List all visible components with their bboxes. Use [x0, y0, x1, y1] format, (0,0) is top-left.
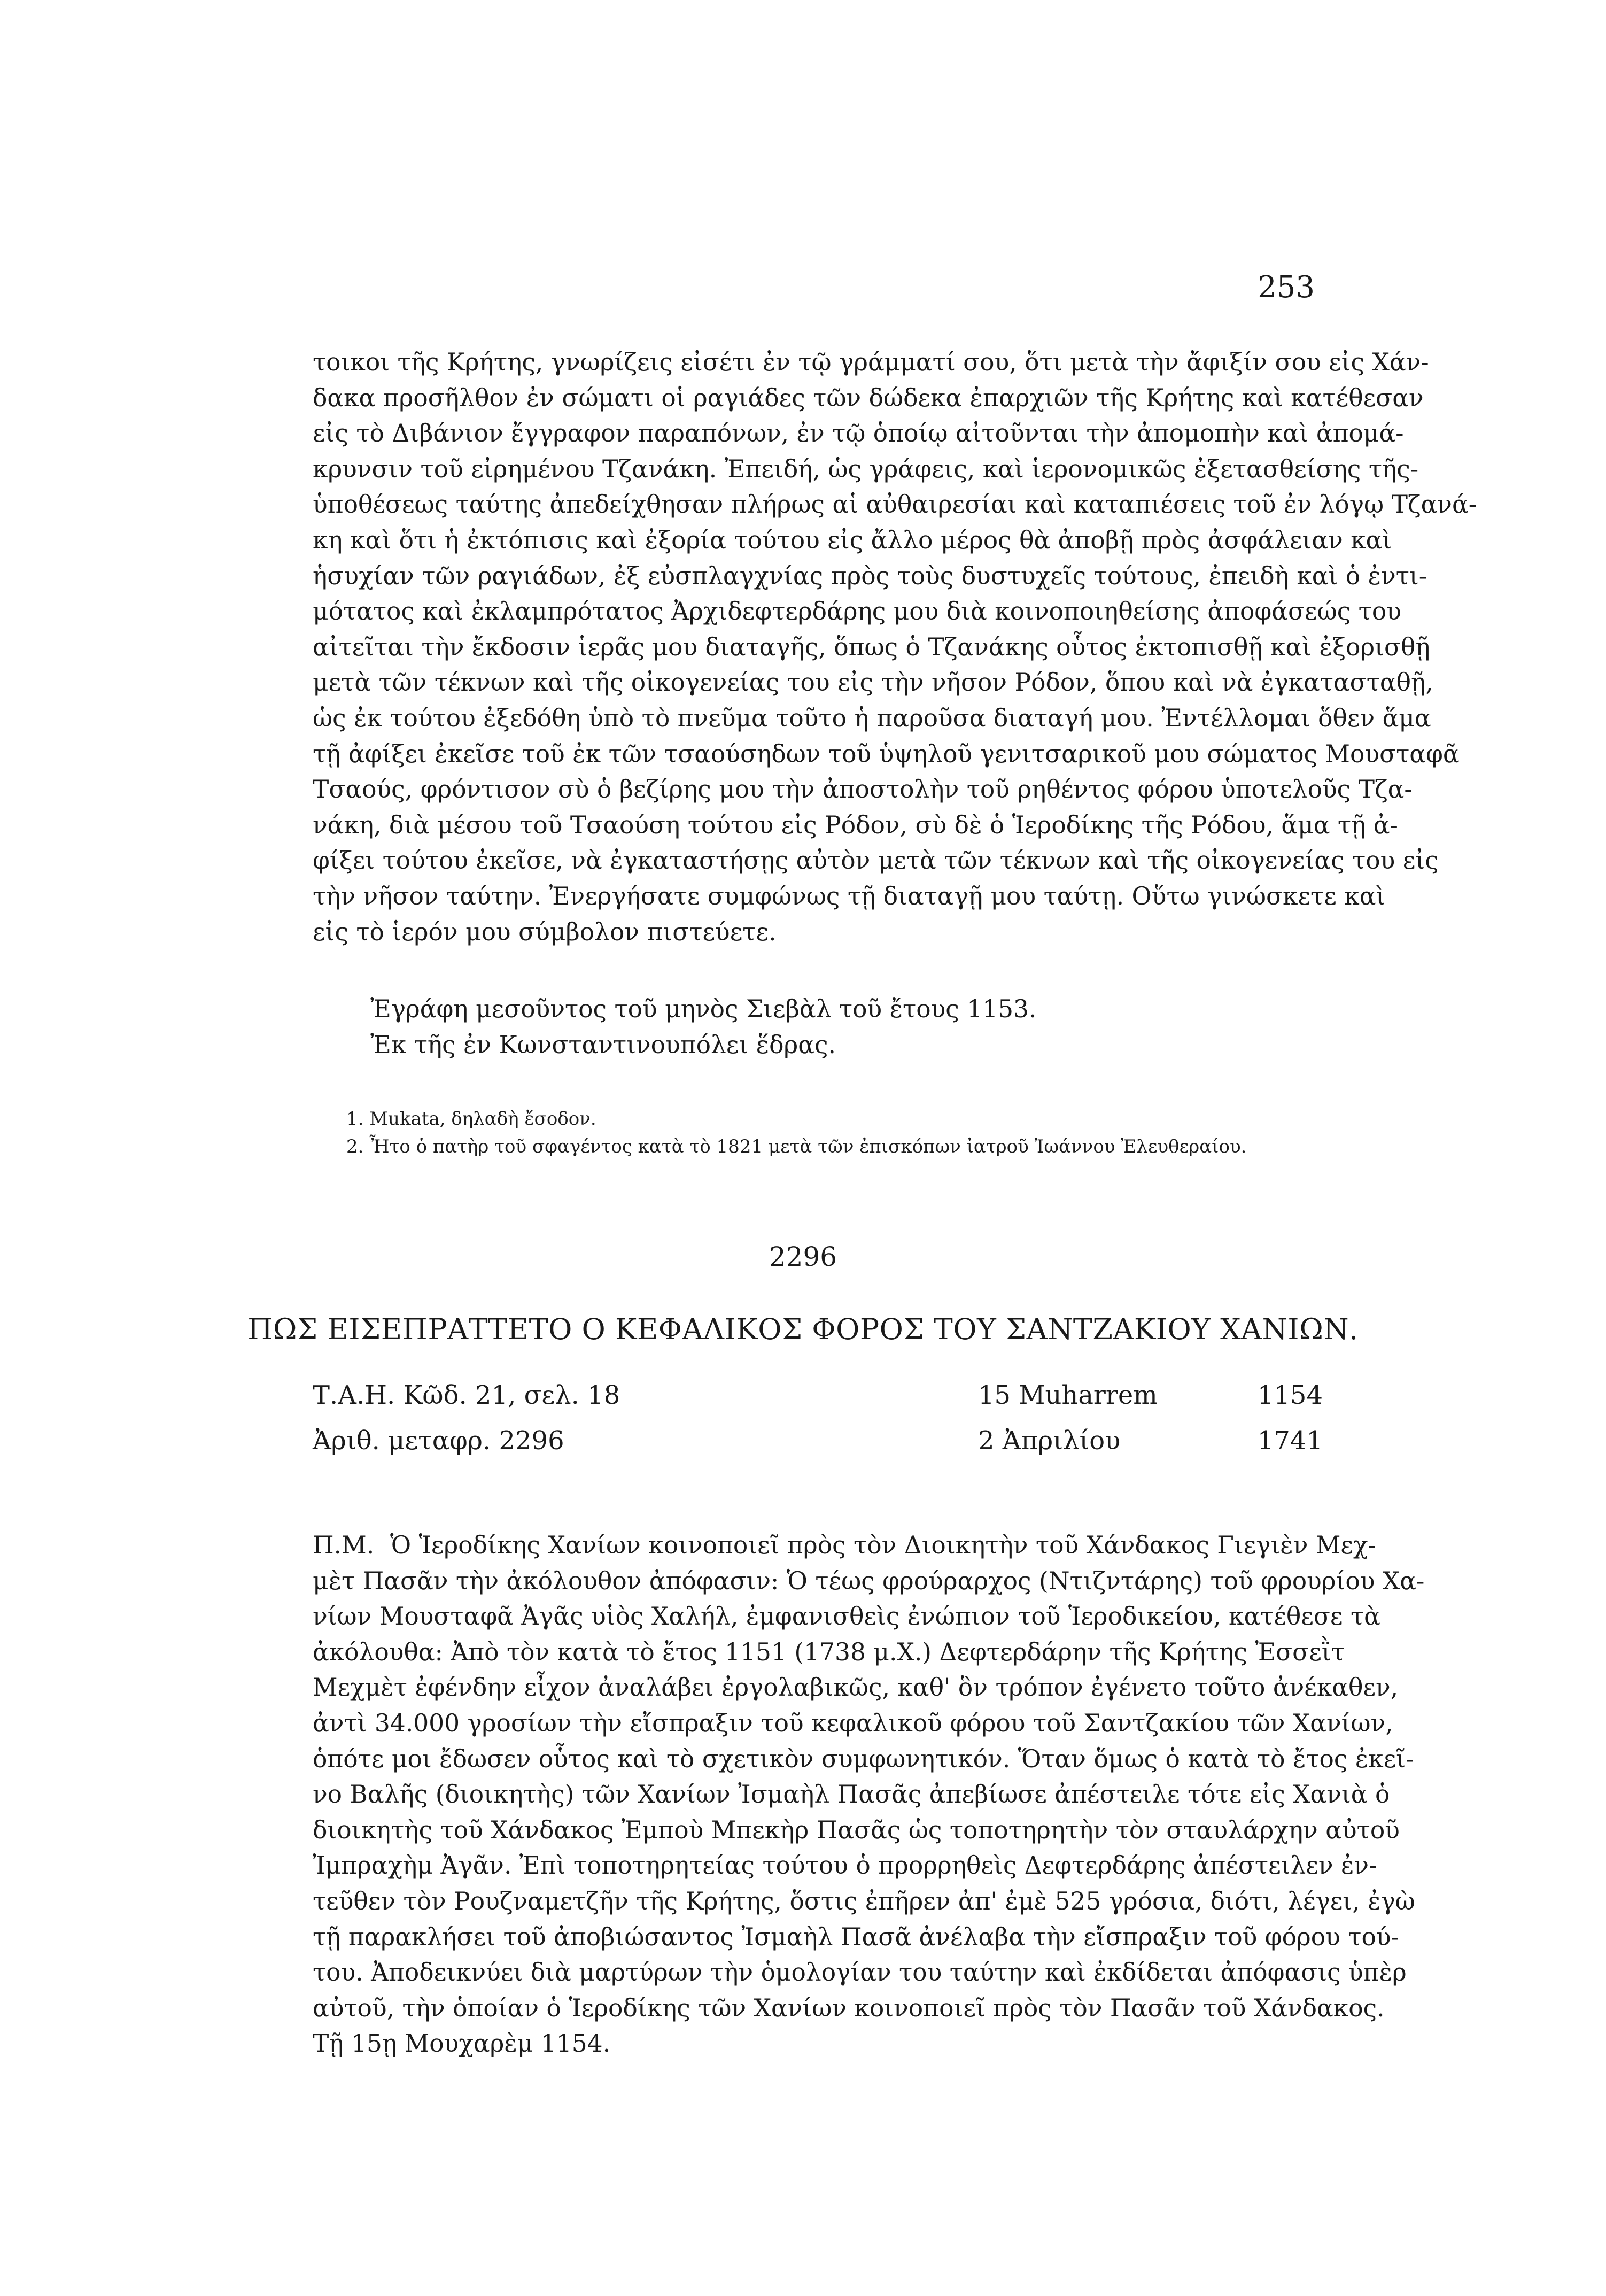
footnote: 2. Ἦτο ὁ πατὴρ τοῦ σφαγέντος κατὰ τὸ 1821 μετὰ τῶν ἐπισκόπων ἰατροῦ Ἰωάννου Ἐλευθεραίου. — [346, 1136, 1247, 1157]
body-line — [313, 1528, 1376, 1564]
document-date: 15 Muharrem — [978, 1380, 1158, 1410]
letter-line: εἰς τὸ Διβάνιον ἔγγραφον παραπόνων, ἐν τῷ ὁποίῳ αἰτοῦνται τὴν ἀπομοπὴν καὶ ἀπομά- — [313, 419, 1404, 448]
letter-line: Τσαούς, φρόντισον σὺ ὁ βεζίρης μου τὴν ἀποστολὴν τοῦ ρηθέντος φόρου ὑποτελοῦς Τζα- — [313, 775, 1413, 804]
body-line: μὲτ Πασᾶν τὴν ἀκόλουθον ἀπόφασιν: Ὁ τέως φρούραρχος (Ντιζντάρης) τοῦ φρουρίου Χα- — [313, 1566, 1425, 1595]
letter-line: τῇ ἀφίξει ἐκεῖσε τοῦ ἐκ τῶν τσαούσηδων τοῦ ὑψηλοῦ γενιτσαρικοῦ μου σώματος Μουσταφᾶ — [313, 739, 1460, 768]
letter-line: εἰς τὸ ἱερόν μου σύμβολον πιστεύετε. — [313, 917, 777, 946]
document-date: 2 Ἀπριλίου — [978, 1426, 1121, 1456]
letter-line: ὑποθέσεως ταύτης ἀπεδείχθησαν πλήρως αἱ αὐθαιρεσίαι καὶ καταπιέσεις τοῦ ἐν λόγῳ Τζανά- — [313, 490, 1477, 519]
letter-line: αἰτεῖται τὴν ἔκδοσιν ἱερᾶς μου διαταγῆς, ὅπως ὁ Τζανάκης οὗτος ἐκτοπισθῇ καὶ ἐξορισθῇ — [313, 632, 1430, 661]
body-line: Τῇ 15ῃ Μουχαρὲμ 1154. — [313, 2029, 611, 2058]
letter-line: φίξει τούτου ἐκεῖσε, νὰ ἐγκαταστήσῃς αὐτὸν μετὰ τῶν τέκνων καὶ τῆς οἰκογενείας του εἰς — [313, 846, 1439, 875]
body-line: νο Βαλῆς (διοικητὴς) τῶν Χανίων Ἰσμαὴλ Πασᾶς ἀπεβίωσε ἀπέστειλε τότε εἰς Χανιὰ ὁ — [313, 1780, 1390, 1809]
pm-label: Π.Μ. — [313, 1531, 375, 1559]
body-line: Ἰμπραχὴμ Ἀγᾶν. Ἐπὶ τοποτηρητείας τούτου ὁ προρρηθεὶς Δεφτερδάρης ἀπέστειλεν ἐν- — [313, 1851, 1377, 1880]
body-line: αὐτοῦ, τὴν ὁποίαν ὁ Ἱεροδίκης τῶν Χανίων κοινοποιεῖ πρὸς τὸν Πασᾶν τοῦ Χάνδακος. — [313, 1993, 1385, 2022]
letter-line: κη καὶ ὅτι ἡ ἐκτόπισις καὶ ἐξορία τούτου εἰς ἄλλο μέρος θὰ ἀποβῇ πρὸς ἀσφάλειαν καὶ — [313, 525, 1392, 554]
document-body — [313, 1528, 1425, 2062]
body-line-text: Ὁ Ἱεροδίκης Χανίων κοινοποιεῖ πρὸς τὸν Διοικητὴν τοῦ Χάνδακος Γιεγιὲν Μεχ- — [390, 1531, 1376, 1559]
body-line: ὁπότε μοι ἔδωσεν οὗτος καὶ τὸ σχετικὸν συμφωνητικόν. Ὅταν ὅμως ὁ κατὰ τὸ ἔτος ἐκεῖ- — [313, 1744, 1414, 1773]
letter-line: τοικοι τῆς Κρήτης, γνωρίζεις εἰσέτι ἐν τῷ γράμματί σου, ὅτι μετὰ τὴν ἄφιξίν σου εἰς Χάν- — [313, 348, 1429, 376]
document-year: 1154 — [1257, 1380, 1323, 1410]
body-line: τεῦθεν τὸν Ρουζναμετζῆν τῆς Κρήτης, ὅστις ἐπῆρεν ἀπ' ἐμὲ 525 γρόσια, διότι, λέγει, ἐγὼ — [313, 1887, 1415, 1915]
footnotes — [346, 1105, 1246, 1161]
body-line: ἀντὶ 34.000 γροσίων τὴν εἴσπραξιν τοῦ κεφαλικοῦ φόρου τοῦ Σαντζακίου τῶν Χανίων, — [313, 1709, 1393, 1737]
translation-number: Ἀριθ. μεταφρ. 2296 — [313, 1426, 564, 1456]
letter-line: τὴν νῆσον ταύτην. Ἐνεργήσατε συμφώνως τῇ διαταγῇ μου ταύτῃ. Οὕτω γινώσκετε καὶ — [313, 882, 1386, 910]
document-year: 1741 — [1257, 1426, 1323, 1456]
archive-reference: Τ.Α.Η. Κῶδ. 21, σελ. 18 — [313, 1380, 620, 1410]
body-line: νίων Μουσταφᾶ Ἀγᾶς υἱὸς Χαλήλ, ἐμφανισθεὶς ἐνώπιον τοῦ Ἱεροδικείου, κατέθεσε τὰ — [313, 1602, 1380, 1631]
page-number: 253 — [1258, 270, 1315, 305]
letter-line: μετὰ τῶν τέκνων καὶ τῆς οἰκογενείας του εἰς τὴν νῆσον Ρόδον, ὅπου καὶ νὰ ἐγκατασταθῇ, — [313, 668, 1433, 697]
letter-line: ἡσυχίαν τῶν ραγιάδων, ἐξ εὐσπλαγχνίας πρὸς τοὺς δυστυχεῖς τούτους, ἐπειδὴ καὶ ὁ ἐντι- — [313, 561, 1427, 590]
letter-line: μότατος καὶ ἐκλαμπρότατος Ἀρχιδεφτερδάρης μου διὰ κοινοποιηθείσης ἀποφάσεώς του — [313, 597, 1401, 626]
letter-signoff-place: Ἐκ τῆς ἐν Κωνσταντινουπόλει ἕδρας. — [370, 1031, 836, 1059]
footnote: 1. Mukata, δηλαδὴ ἔσοδον. — [346, 1108, 596, 1130]
body-line: του. Ἀποδεικνύει διὰ μαρτύρων τὴν ὁμολογίαν του ταύτην καὶ ἐκδίδεται ἀπόφασις ὑπὲρ — [313, 1958, 1407, 1987]
letter-line: δακα προσῆλθον ἐν σώματι οἱ ραγιάδες τῶν δώδεκα ἐπαρχιῶν τῆς Κρήτης καὶ κατέθεσαν — [313, 383, 1424, 412]
letter-line: νάκη, διὰ μέσου τοῦ Τσαούση τούτου εἰς Ρόδον, σὺ δὲ ὁ Ἱεροδίκης τῆς Ρόδου, ἅμα τῇ ἀ- — [313, 810, 1398, 839]
letter-text — [313, 345, 1477, 950]
body-line: Μεχμὲτ ἐφένδην εἶχον ἀναλάβει ἐργολαβικῶς, καθ' ὃν τρόπον ἐγένετο τοῦτο ἀνέκαθεν, — [313, 1673, 1399, 1702]
document-number: 2296 — [769, 1241, 837, 1272]
letter-signoff-date: Ἐγράφη μεσοῦντος τοῦ μηνὸς Σιεβὰλ τοῦ ἔτους 1153. — [370, 995, 1037, 1023]
document-title: ΠΩΣ ΕΙΣΕΠΡΑΤΤΕΤΟ Ο ΚΕΦΑΛΙΚΟΣ ΦΟΡΟΣ ΤΟΥ ΣΑΝΤΖΑΚΙΟΥ ΧΑΝΙΩΝ. — [247, 1312, 1359, 1346]
letter-line: κρυνσιν τοῦ εἰρημένου Τζανάκη. Ἐπειδή, ὡς γράφεις, καὶ ἱερονομικῶς ἐξετασθείσης τῆς- — [313, 454, 1419, 483]
body-line: διοικητὴς τοῦ Χάνδακος Ἐμποὺ Μπεκὴρ Πασᾶς ὡς τοποτηρητὴν τὸν σταυλάρχην αὐτοῦ — [313, 1815, 1400, 1844]
letter-line: ὡς ἐκ τούτου ἐξεδόθη ὑπὸ τὸ πνεῦμα τοῦτο ἡ παροῦσα διαταγή μου. Ἐντέλλομαι ὅθεν ἅμα — [313, 704, 1431, 732]
body-line: ἀκόλουθα: Ἀπὸ τὸν κατὰ τὸ ἔτος 1151 (1738 μ.Χ.) Δεφτερδάρην τῆς Κρήτης Ἐσσεῒτ — [313, 1637, 1345, 1666]
body-line: τῇ παρακλήσει τοῦ ἀποβιώσαντος Ἰσμαὴλ Πασᾶ ἀνέλαβα τὴν εἴσπραξιν τοῦ φόρου τού- — [313, 1922, 1399, 1951]
